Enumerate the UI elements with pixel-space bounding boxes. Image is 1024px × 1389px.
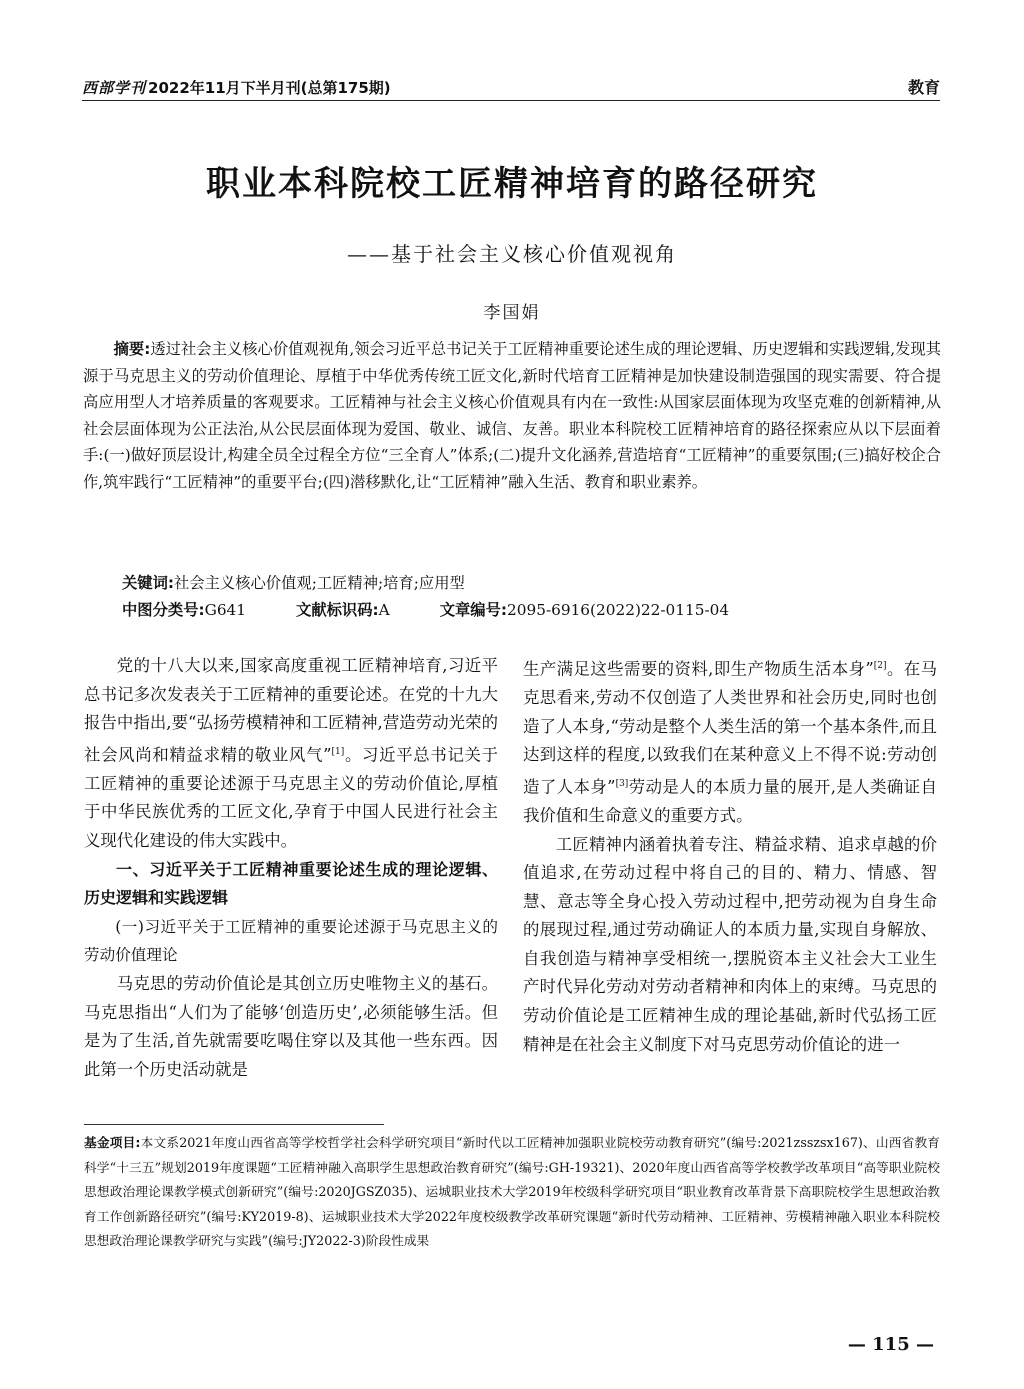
paragraph-text: 。在马克思看来,劳动不仅创造了人类世界和社会历史,同时也创造了人本身,“劳动是整个人类生活的第一个基本条件,而且达到这样的程度,以致我们在某种意义上不得不说:劳动创造了人本身” [523,659,938,797]
body-column-left [84,652,498,1084]
footnote-rule [84,1124,384,1125]
author-name: 李国娟 [483,303,541,323]
citation-ref: [1] [331,746,345,757]
section-heading: 一、习近平关于工匠精神重要论述生成的理论逻辑、历史逻辑和实践逻辑 [84,859,498,908]
keywords-text: 社会主义核心价值观;工匠精神;培育;应用型 [174,574,465,592]
article-number-label: 文章编号: [439,601,508,619]
funding-label: 基金项目: [84,1135,141,1150]
doc-code-value: A [378,601,390,619]
clc-value: G641 [204,601,247,619]
clc-label: 中图分类号: [122,601,205,619]
funding-note [84,1131,940,1254]
abstract-label: 摘要: [113,340,151,358]
paragraph-text: 劳动是人的本质力量的展开,是人类确证自我价值和生命意义的重要方式。 [523,777,937,825]
body-paragraph [84,652,498,856]
classification-line [122,597,729,623]
journal-issue [82,77,391,98]
abstract-text: 透过社会主义核心价值观视角,领会习近平总书记关于工匠精神重要论述生成的理论逻辑、历史逻辑和实践逻辑,发现其源于马克思主义的劳动价值理论、厚植于中华优秀传统工匠文化,新时代培育工匠精神是加快建设制造强国的现实需要、符合提高应用型人才培养质量的客观要求。工匠精神与社会主义核心价值观具有内在一致性:从国家层面体现为攻坚克难的创新精神,从社会层面体现为公正法治,从公民层面体现为爱国、敬业、诚信、友善。职业本科院校工匠精神培育的路径探索应从以下层面着手:(一)做好顶层设计,构建全员全过程全方位“三全育人”体系;(二)提升文化涵养,营造培育“工匠精神”的重要氛围;(三)搞好校企合作,筑牢践行“工匠精神”的重要平台;(四)潜移默化,让“工匠精神”融入生活、教育和职业素养。 [83,340,941,491]
journal-name: 西部学刊 [82,79,147,97]
section-name: 教育 [907,78,940,97]
citation-ref: [3] [615,778,629,789]
header-rule [82,100,940,101]
page-number: — 115 — [847,1334,934,1355]
paragraph-text: 党的十八大以来,国家高度重视工匠精神培育,习近平总书记多次发表关于工匠精神的重要论述。在党的十九大报告中指出,要“弘扬劳模精神和工匠精神,营造劳动光荣的社会风尚和精益求精的敬业风气” [84,656,498,765]
paragraph-text: 。习近平总书记关于工匠精神的重要论述源于马克思主义的劳动价值论,厚植于中华民族优秀的工匠文化,孕育于中国人民进行社会主义现代化建设的伟大实践中。 [84,745,498,851]
body-paragraph: 工匠精神内涵着执着专注、精益求精、追求卓越的价值追求,在劳动过程中将自己的目的、精力、情感、智慧、意志等全身心投入劳动过程中,把劳动视为自身生命的展现过程,通过劳动确证人的本质力量,实现自身解放、自我创造与精神享受相统一,摆脱资本主义社会大工业生产时代异化劳动对劳动者精神和肉体上的束缚。马克思的劳动价值论是工匠精神生成的理论基础,新时代弘扬工匠精神是在社会主义制度下对马克思劳动价值论的进一 [523,834,937,1054]
paragraph-text: 生产满足这些需要的资料,即生产物质生活本身” [523,659,874,679]
funding-text: 本文系2021年度山西省高等学校哲学社会科学研究项目“新时代以工匠精神加强职业院校劳动教育研究”(编号:2021zsszsx167)、山西省教育科学“十三五”规划2019年度课题“工匠精神融入高职学生思想政治教育研究”(编号:GH-19321)、2020年度山西省高等学校教学改革项目“高等职业院校思想政治理论课教学模式创新研究”(编号:2020JGSZ035)、运城职业技术大学2019年校级科学研究项目“职业教育改革背景下高职院校学生思想政治教育工作创新路径研究”(编号:KY2019-8)、运城职业技术大学2022年度校级教学改革研究课题“新时代劳动精神、工匠精神、劳模精神融入职业本科院校思想政治理论课教学研究与实践”(编号:JY2022-3)阶段性成果 [84,1135,940,1249]
citation-ref: [2] [873,661,887,671]
article-number-value: 2095-6916(2022)22-0115-04 [507,601,730,619]
article-subtitle: ——基于社会主义核心价值观视角 [347,242,677,266]
subsection-heading: (一)习近平关于工匠精神的重要论述源于马克思主义的劳动价值理论 [84,917,498,965]
body-column-right [523,652,937,1059]
keywords-label: 关键词: [122,574,175,592]
running-header [82,72,940,98]
body-paragraph [523,652,937,831]
abstract [83,336,941,496]
keywords [122,570,465,596]
doc-code-label: 文献标识码: [296,601,379,619]
body-paragraph: 马克思的劳动价值论是其创立历史唯物主义的基石。马克思指出“人们为了能够‘创造历史’,必须能够生活。但是为了生活,首先就需要吃喝住穿以及其他一些东西。因此第一个历史活动就是 [84,974,498,1079]
issue-info: 2022年11月下半月刊(总第175期) [148,79,391,97]
article-title: 职业本科院校工匠精神培育的路径研究 [206,164,818,204]
